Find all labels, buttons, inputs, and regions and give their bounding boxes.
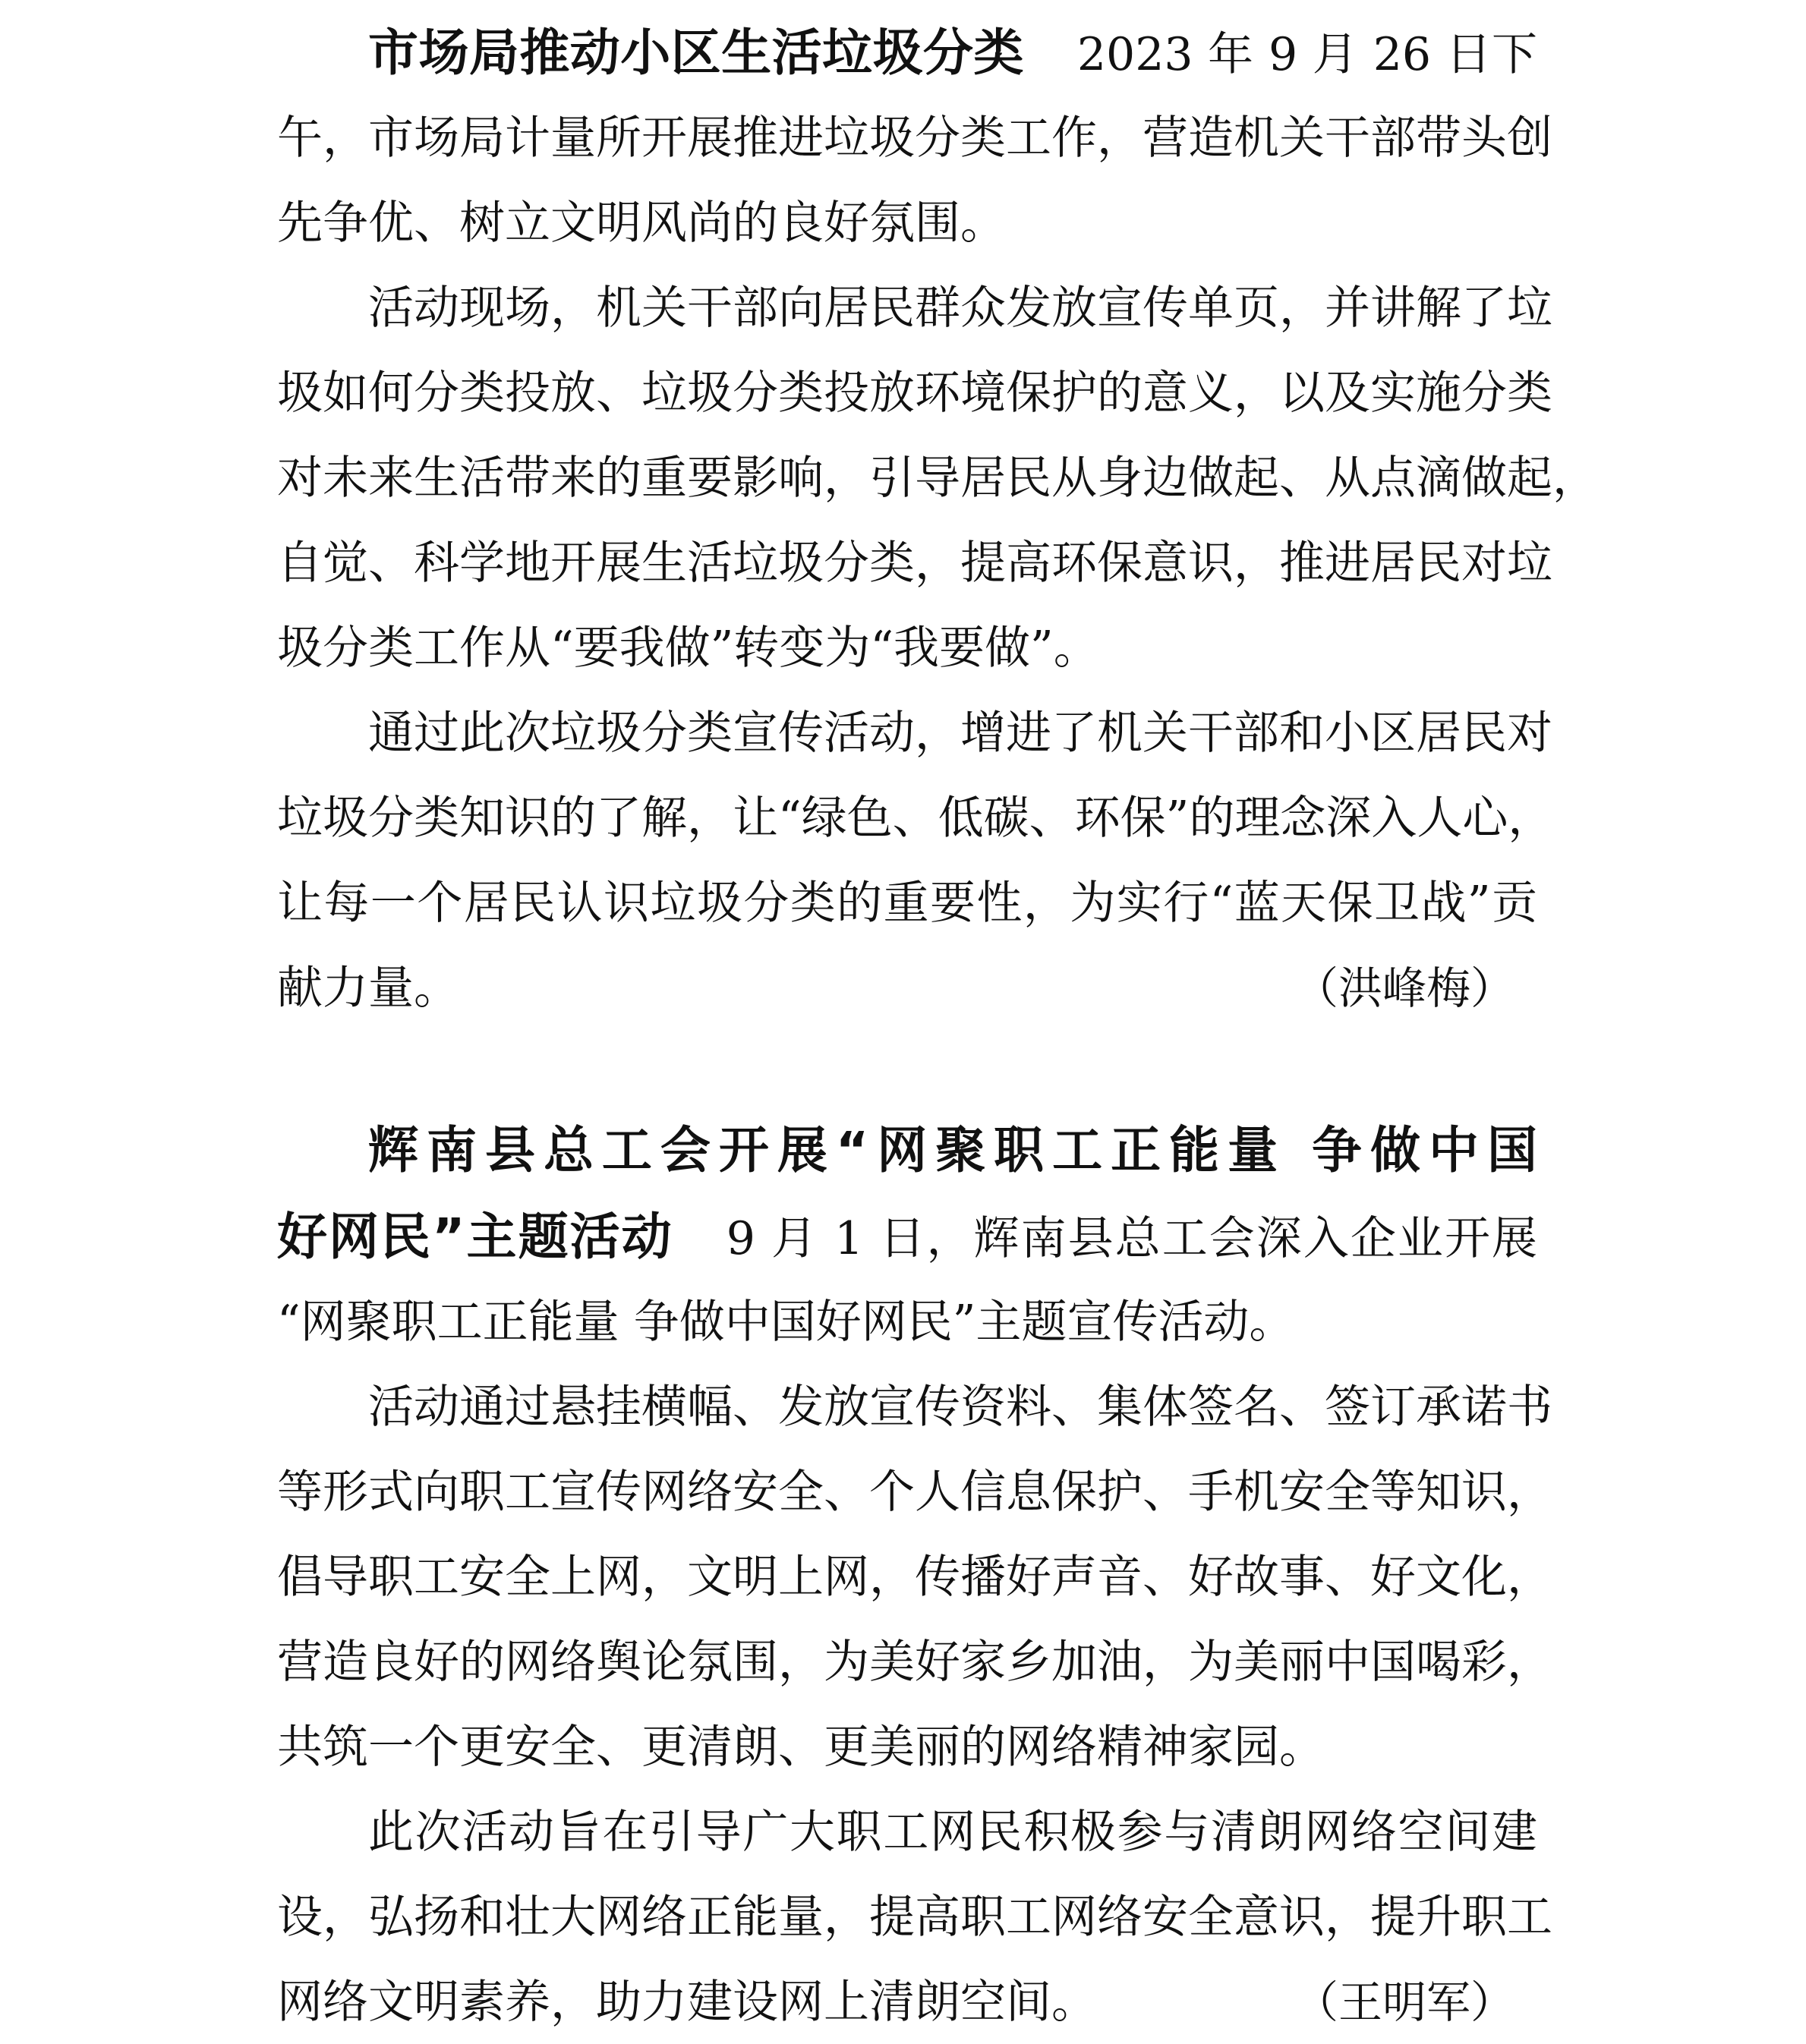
paragraph-line: 等形式向职工宣传网络安全、个人信息保护、手机安全等知识， — [277, 1466, 1552, 1519]
paragraph-line: 垃圾分类知识的了解，让“绿色、低碳、环保”的理念深入人心， — [277, 792, 1554, 845]
paragraph-line: 营造良好的网络舆论氛围，为美好家乡加油，为美丽中国喝彩， — [277, 1636, 1552, 1689]
article-2-lead: 9 月 1 日，辉南县总工会深入企业开展 — [726, 1212, 1537, 1265]
paragraph-line: 活动现场，机关干部向居民群众发放宣传单页，并讲解了垃 — [368, 282, 1552, 335]
article-1-heading-line — [277, 11, 1537, 95]
paragraph-line: 自觉、科学地开展生活垃圾分类，提高环保意识，推进居民对垃 — [277, 537, 1552, 590]
paragraph-line: 先争优、树立文明风尚的良好氛围。 — [277, 197, 1006, 250]
paragraph-line: 圾如何分类投放、垃圾分类投放环境保护的意义，以及实施分类 — [277, 367, 1552, 420]
paragraph-line: 网络文明素养，助力建设网上清朗空间。 — [277, 1976, 1097, 2029]
article-1-author: （洪峰梅） — [1294, 962, 1514, 1014]
paragraph-line: 此次活动旨在引导广大职工网民积极参与清朗网络空间建 — [368, 1806, 1537, 1859]
article-2-author: （王明军） — [1294, 1976, 1514, 2028]
article-2-heading-line — [277, 1192, 1537, 1283]
article-1-lead: 2023 年 9 月 26 日下 — [1076, 28, 1538, 81]
paragraph-line: 活动通过悬挂横幅、发放宣传资料、集体签名、签订承诺书 — [368, 1381, 1552, 1434]
article-2-title-line-2: 好网民”主题活动 — [277, 1208, 673, 1266]
paragraph-line: 倡导职工安全上网，文明上网，传播好声音、好故事、好文化， — [277, 1551, 1552, 1604]
paragraph-line: 共筑一个更安全、更清朗、更美丽的网络精神家园。 — [277, 1721, 1325, 1774]
paragraph-line: “网聚职工正能量 争做中国好网民”主题宣传活动。 — [277, 1296, 1295, 1349]
paragraph-line: 午，市场局计量所开展推进垃圾分类工作，营造机关干部带头创 — [277, 112, 1552, 165]
article-1-title: 市场局推动小区生活垃圾分类 — [368, 24, 1024, 82]
paragraph-line: 献力量。 — [277, 962, 459, 1015]
paragraph-line: 设，弘扬和壮大网络正能量，提高职工网络安全意识，提升职工 — [277, 1891, 1552, 1944]
article-2-title-line-1: 辉南县总工会开展“网聚职工正能量 争做中国 — [368, 1121, 1537, 1179]
paragraph-line: 对未来生活带来的重要影响，引导居民从身边做起、从点滴做起， — [277, 452, 1598, 505]
paragraph-line: 通过此次垃圾分类宣传活动，增进了机关干部和小区居民对 — [368, 707, 1552, 760]
paragraph-line: 圾分类工作从“要我做”转变为“我要做”。 — [277, 622, 1099, 675]
paragraph-line: 让每一个居民认识垃圾分类的重要性，为实行“蓝天保卫战”贡 — [277, 877, 1537, 930]
